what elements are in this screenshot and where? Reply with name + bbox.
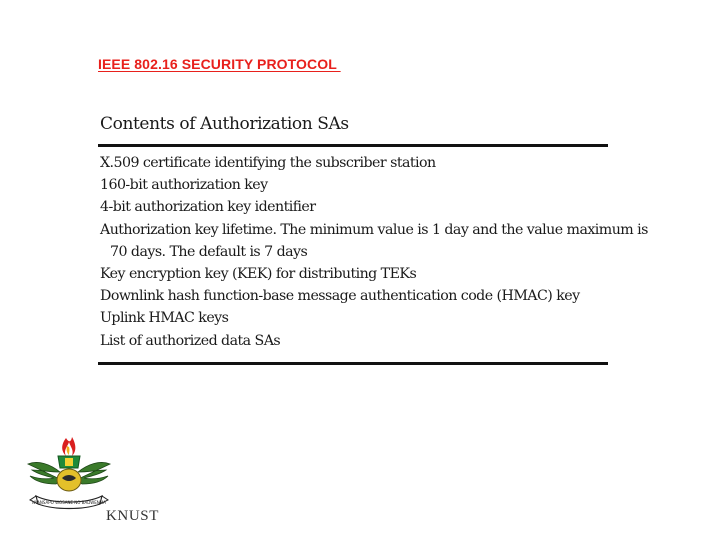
authorization-sa-table	[98, 112, 648, 365]
logo-motto: NYANSAPO WOSANE NO BADWENMA	[32, 500, 106, 505]
table-bottom-rule	[98, 362, 608, 365]
table-row: X.509 certificate identifying the subscriber station	[100, 155, 436, 171]
table-row	[98, 219, 648, 263]
table-row-continuation: 70 days. The default is 7 days	[110, 243, 308, 260]
table-row: 160-bit authorization key	[100, 177, 268, 194]
knust-crest-icon	[22, 434, 132, 514]
table-row: List of authorized data SAs	[100, 332, 281, 349]
table-row: Key encryption key (KEK) for distributing TEKs	[100, 266, 417, 283]
table-heading: Contents of Authorization SAs	[100, 114, 349, 134]
table-row: Uplink HMAC keys	[100, 310, 229, 327]
institution-label: KNUST	[106, 508, 160, 524]
table-row: 4-bit authorization key identifier	[100, 199, 316, 216]
knust-crest-logo	[22, 434, 132, 514]
table-rows	[98, 147, 648, 362]
table-row-text: Authorization key lifetime. The minimum value is 1 day and the value maximum is	[100, 221, 648, 238]
table-row: Downlink hash function-base message authentication code (HMAC) key	[100, 288, 580, 305]
slide-title: IEEE 802.16 SECURITY PROTOCOL	[98, 56, 341, 72]
